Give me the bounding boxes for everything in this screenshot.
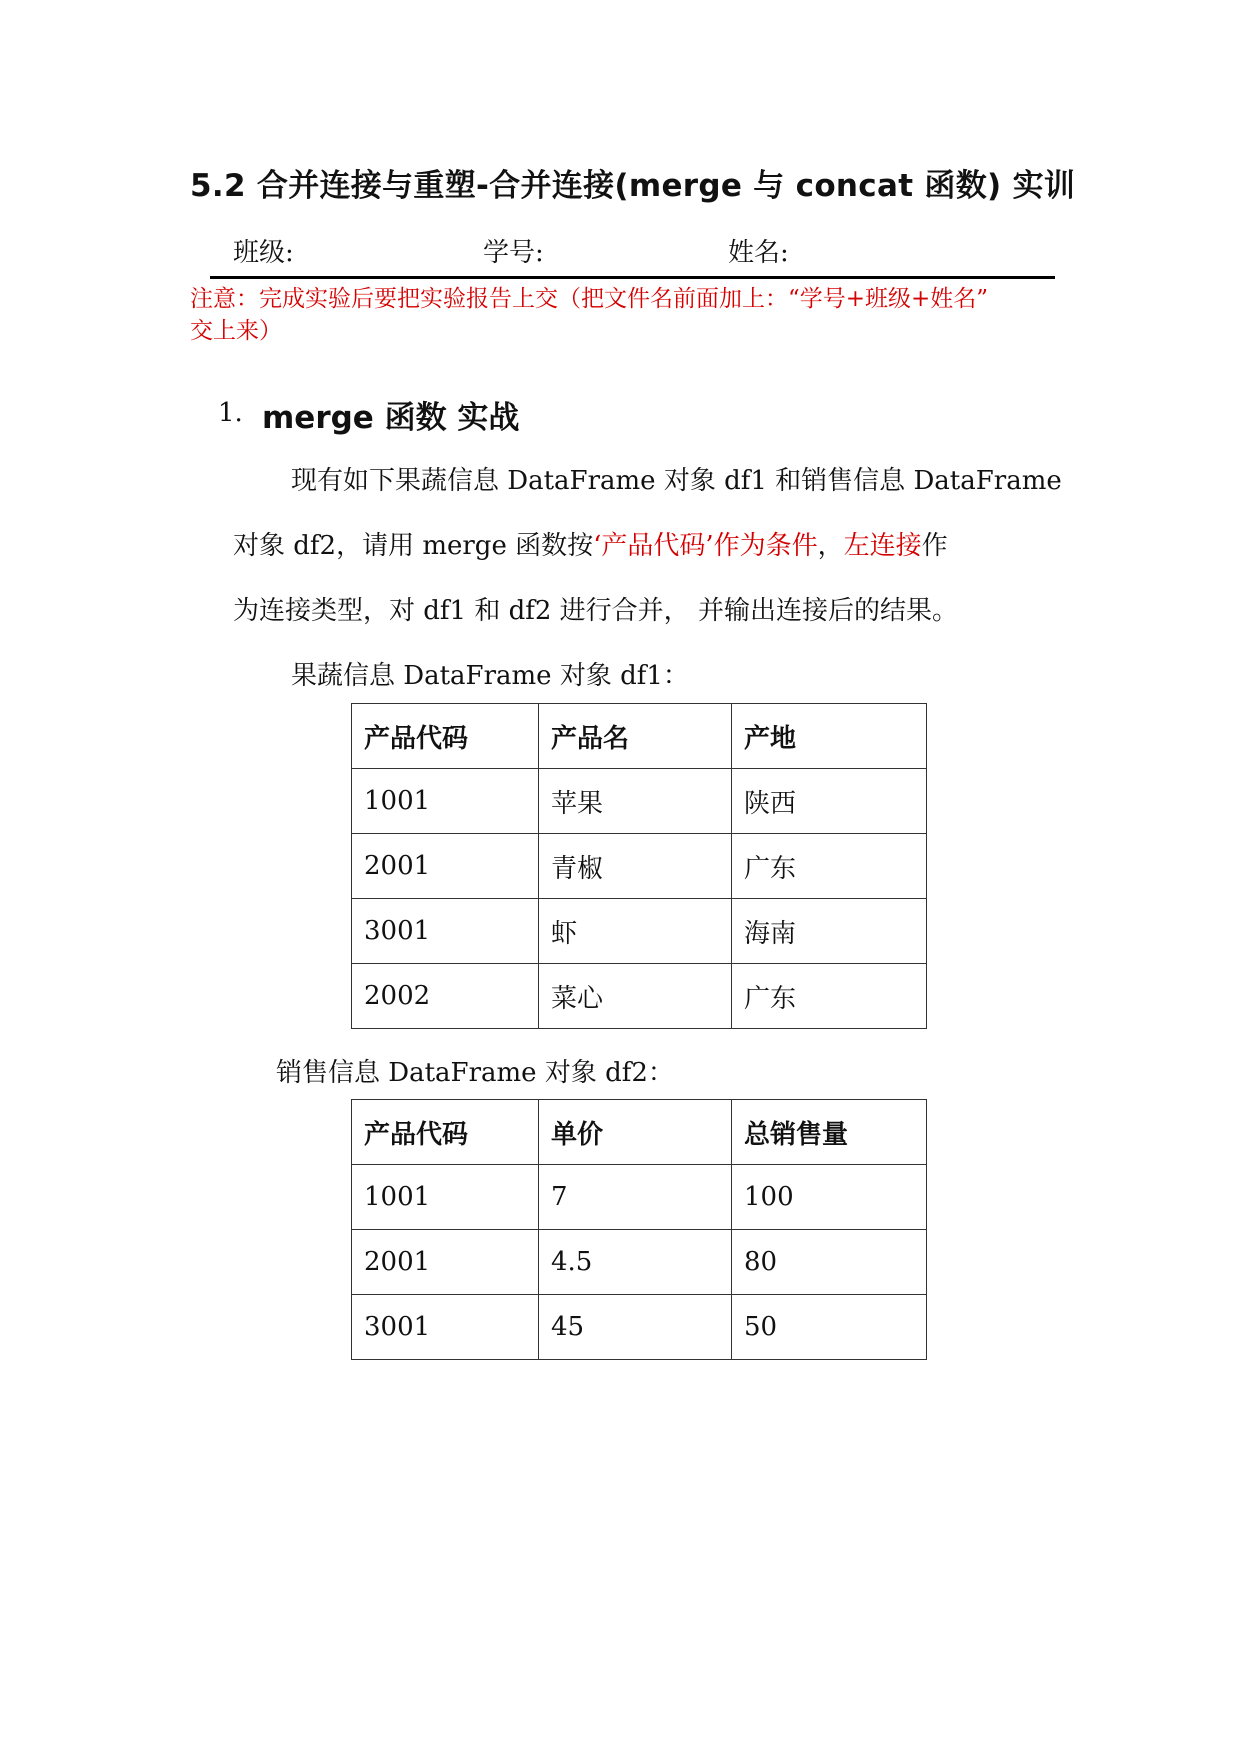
table-row (352, 834, 927, 899)
column-header: 产地 (732, 704, 927, 769)
table-header-row (352, 704, 927, 769)
column-header: 产品代码 (352, 1100, 539, 1165)
note-line-2: 交上来） (190, 318, 282, 344)
task-text: 对象 df2，请用 merge 函数按 (233, 531, 594, 561)
table-cell: 3001 (352, 1295, 539, 1360)
task-paragraph-line-1: 现有如下果蔬信息 DataFrame 对象 df1 和销售信息 DataFrame (291, 466, 1062, 496)
note-line-1: 注意：完成实验后要把实验报告上交（把文件名前面加上：“学号+班级+姓名” (190, 286, 989, 312)
join-type-highlight: 左连接 (843, 531, 922, 561)
header-divider (210, 276, 1055, 279)
table-cell: 45 (539, 1295, 732, 1360)
column-header: 总销售量 (732, 1100, 927, 1165)
table-cell: 1001 (352, 769, 539, 834)
table-cell: 广东 (732, 834, 927, 899)
task-text: 作 (921, 531, 948, 561)
submission-note (190, 283, 1070, 347)
table-row (352, 1295, 927, 1360)
page-title: 5.2 合并连接与重塑-合并连接(merge 与 concat 函数) 实训 (190, 168, 1076, 204)
df2-table (351, 1099, 927, 1360)
table-cell: 50 (732, 1295, 927, 1360)
table-cell: 菜心 (539, 964, 732, 1029)
column-header: 产品代码 (352, 704, 539, 769)
table-cell: 80 (732, 1230, 927, 1295)
table-row (352, 1165, 927, 1230)
column-header: 产品名 (539, 704, 732, 769)
student-id-label: 学号: (483, 238, 544, 268)
task-paragraph-line-2 (233, 525, 948, 562)
table-row (352, 899, 927, 964)
df1-caption: 果蔬信息 DataFrame 对象 df1： (291, 661, 689, 691)
table-header-row (352, 1100, 927, 1165)
table-cell: 3001 (352, 899, 539, 964)
table-row (352, 964, 927, 1029)
section-title: merge 函数 实战 (262, 400, 520, 436)
task-text: ， (817, 531, 844, 561)
table-cell: 2001 (352, 834, 539, 899)
table-cell: 2001 (352, 1230, 539, 1295)
table-row (352, 1230, 927, 1295)
table-cell: 4.5 (539, 1230, 732, 1295)
df2-caption: 销售信息 DataFrame 对象 df2： (276, 1058, 674, 1088)
table-cell: 虾 (539, 899, 732, 964)
table-row (352, 769, 927, 834)
df1-table (351, 703, 927, 1029)
table-cell: 广东 (732, 964, 927, 1029)
name-label: 姓名: (728, 238, 789, 268)
table-cell: 陕西 (732, 769, 927, 834)
column-header: 单价 (539, 1100, 732, 1165)
table-cell: 青椒 (539, 834, 732, 899)
table-cell: 2002 (352, 964, 539, 1029)
task-paragraph-line-3: 为连接类型，对 df1 和 df2 进行合并， 并输出连接后的结果。 (233, 596, 958, 626)
class-label: 班级: (233, 238, 294, 268)
table-cell: 1001 (352, 1165, 539, 1230)
table-cell: 海南 (732, 899, 927, 964)
table-cell: 7 (539, 1165, 732, 1230)
section-number: 1. (218, 398, 243, 428)
table-cell: 苹果 (539, 769, 732, 834)
table-cell: 100 (732, 1165, 927, 1230)
join-key-highlight: ‘产品代码’作为条件 (593, 531, 818, 561)
